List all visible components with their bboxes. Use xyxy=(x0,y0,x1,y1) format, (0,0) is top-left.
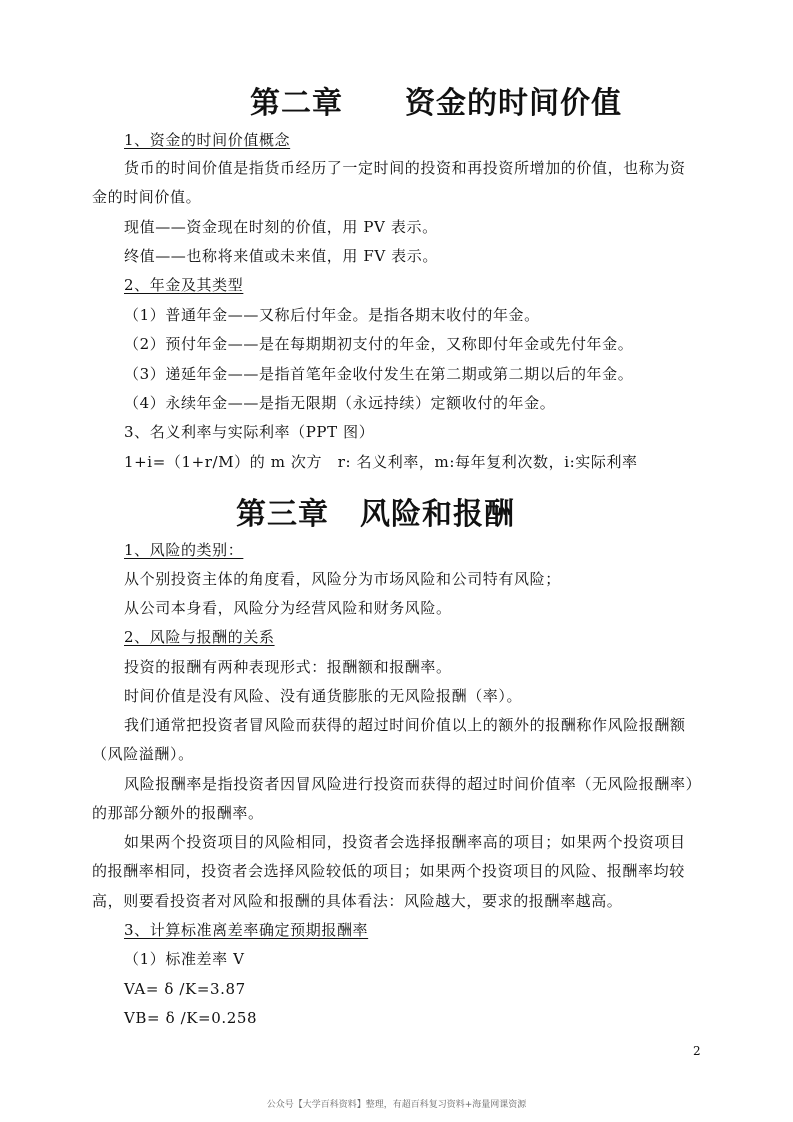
page-number: 2 xyxy=(693,1044,701,1058)
ch2-section-2-heading: 2、年金及其类型 xyxy=(124,276,244,294)
ch2-section-1-heading: 1、资金的时间价值概念 xyxy=(124,131,291,149)
footer-watermark: 公众号【大学百科资料】整理，有超百科复习资料+海量网课资源 xyxy=(266,1100,527,1110)
ch2-interest-formula: 1+i=（1+r/M）的 m 次方 r: 名义利率，m:每年复利次数，i:实际利率 xyxy=(124,453,638,471)
ch2-paragraph-1-line-1: 货币的时间价值是指货币经历了一定时间的投资和再投资所增加的价值，也称为资 xyxy=(124,159,686,177)
ch2-present-value: 现值——资金现在时刻的价值，用 PV 表示。 xyxy=(124,218,438,236)
ch3-risk-type-1: 从个别投资主体的角度看，风险分为市场风险和公司特有风险； xyxy=(124,570,561,588)
ch3-section-3-heading: 3、计算标准离差率确定预期报酬率 xyxy=(124,921,369,939)
ch3-section-1-heading: 1、风险的类别： xyxy=(124,541,244,559)
ch3-vb-formula: VB= δ /K=0.258 xyxy=(124,1009,258,1027)
ch3-relation-3-line-1: 我们通常把投资者冒风险而获得的超过时间价值以上的额外的报酬称作风险报酬额 xyxy=(124,716,686,734)
ch3-risk-type-2: 从公司本身看，风险分为经营风险和财务风险。 xyxy=(124,599,452,617)
ch3-section-2-heading: 2、风险与报酬的关系 xyxy=(124,628,275,646)
ch2-annuity-perpetual: （4）永续年金——是指无限期（永远持续）定额收付的年金。 xyxy=(124,394,556,412)
ch3-relation-3-line-2: （风险溢酬）。 xyxy=(92,745,194,763)
chapter-3-title: 第三章 风险和报酬 xyxy=(236,497,515,532)
ch3-relation-2: 时间价值是没有风险、没有通货膨胀的无风险报酬（率）。 xyxy=(124,687,523,705)
ch2-annuity-ordinary: （1）普通年金——又称后付年金。是指各期末收付的年金。 xyxy=(124,306,540,324)
ch2-annuity-deferred: （3）递延年金——是指首笔年金收付发生在第二期或第二期以后的年金。 xyxy=(124,365,634,383)
ch3-relation-5-line-1: 如果两个投资项目的风险相同，投资者会选择报酬率高的项目；如果两个投资项目 xyxy=(124,833,686,851)
ch2-section-3-heading: 3、名义利率与实际利率（PPT 图） xyxy=(124,423,375,441)
ch3-relation-5-line-2: 的报酬率相同，投资者会选择风险较低的项目；如果两个投资项目的风险、报酬率均较 xyxy=(92,862,685,880)
ch3-va-formula: VA= δ /K=3.87 xyxy=(124,980,246,998)
ch3-relation-4-line-2: 的那部分额外的报酬率。 xyxy=(92,804,264,822)
ch2-annuity-due: （2）预付年金——是在每期期初支付的年金，又称即付年金或先付年金。 xyxy=(124,335,634,353)
ch2-future-value: 终值——也称将来值或未来值，用 FV 表示。 xyxy=(124,247,438,265)
ch3-standard-deviation-rate: （1）标准差率 V xyxy=(124,950,245,968)
ch3-relation-1: 投资的报酬有两种表现形式：报酬额和报酬率。 xyxy=(124,658,452,676)
ch3-relation-4-line-1: 风险报酬率是指投资者因冒风险进行投资而获得的超过时间价值率（无风险报酬率） xyxy=(124,775,702,793)
chapter-2-title: 第二章 资金的时间价值 xyxy=(250,86,622,121)
ch2-paragraph-1-line-2: 金的时间价值。 xyxy=(92,188,202,206)
ch3-relation-5-line-3: 高，则要看投资者对风险和报酬的具体看法：风险越大，要求的报酬率越高。 xyxy=(92,892,623,910)
